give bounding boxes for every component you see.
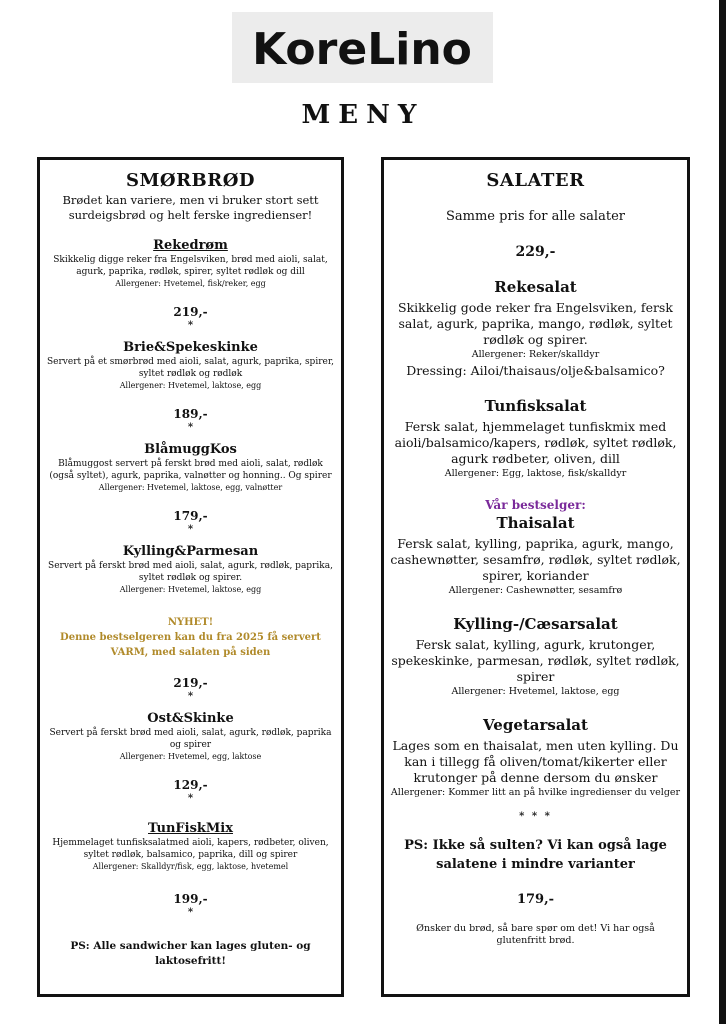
bestseller-badge: Vår bestselger: xyxy=(485,498,586,512)
salad-allergens: Allergener: Reker/skalldyr xyxy=(471,349,600,360)
menu-item-allergens: Allergener: Skalldyr/fisk, egg, laktose, hvetemel xyxy=(92,862,289,871)
divider-star: * xyxy=(187,793,194,804)
menu-item-price: 129,- xyxy=(173,778,208,792)
menu-item-price: 219,- xyxy=(173,305,208,319)
menu-item-allergens: Allergener: Hvetemel, fisk/reker, egg xyxy=(115,279,266,288)
menu-item-allergens: Allergener: Hvetemel, egg, laktose xyxy=(119,752,262,761)
menu-item-name: Brie&Spekeskinke xyxy=(123,340,258,355)
news-label: NYHET! xyxy=(167,617,214,628)
divider-star: * xyxy=(187,320,194,331)
menu-item-name: Ost&Skinke xyxy=(147,711,234,726)
salad-name: Rekesalat xyxy=(494,278,577,296)
ps-note: PS: Alle sandwicher kan lages gluten- og laktosefritt! xyxy=(70,940,311,967)
menu-item-desc: Blåmuggost servert på ferskt brød med aioli, salat, rødløk (også syltet), agurk, paprika, valnøtter og honning.. Og spirer xyxy=(49,459,332,481)
section-intro: Brødet kan variere, men vi bruker stort sett surdeigsbrød og helt ferske ingredienser! xyxy=(62,193,319,222)
salad-name: Kylling-/Cæsarsalat xyxy=(453,615,618,633)
menu-item-price: 199,- xyxy=(173,892,208,906)
logo xyxy=(232,12,493,83)
salad-desc: Lages som en thaisalat, men uten kylling. Du kan i tillegg få oliven/tomat/kikerter eller krutonger på denne dersom du ønsker xyxy=(392,738,679,785)
salad-allergens: Allergener: Hvetemel, laktose, egg xyxy=(451,686,620,697)
menu-item-desc: Servert på ferskt brød med aioli, salat, agurk, rødløk, paprika, syltet rødløk og spirer. xyxy=(48,561,333,583)
menu-item-price: 179,- xyxy=(173,509,208,523)
salad-dressing: Dressing: Ailoi/thaisaus/olje&balsamico? xyxy=(406,363,665,378)
menu-item-allergens: Allergener: Hvetemel, laktose, egg, valnøtter xyxy=(98,483,283,492)
menu-item-name: TunFiskMix xyxy=(148,821,233,836)
menu-item-price: 189,- xyxy=(173,407,208,421)
menu-item-name: BlåmuggKos xyxy=(144,442,237,457)
divider-star: * xyxy=(187,524,194,535)
section-title: SALATER xyxy=(486,170,585,191)
menu-item-desc: Hjemmelaget tunfisksalatmed aioli, kapers, rødbeter, oliven, syltet rødløk, balsamico, paprika, dill og spirer xyxy=(52,838,329,860)
divider-star: * xyxy=(187,422,194,433)
salad-name: Thaisalat xyxy=(496,514,575,532)
salad-allergens: Allergener: Cashewnøtter, sesamfrø xyxy=(448,585,623,596)
menu-item-desc: Servert på et smørbrød med aioli, salat, agurk, paprika, spirer, syltet rødløk og rødløk xyxy=(46,357,334,379)
page-title: MENY xyxy=(301,100,425,130)
menu-item-name: Rekedrøm xyxy=(153,238,228,253)
smorbrod-panel xyxy=(37,157,344,997)
menu-item-allergens: Allergener: Hvetemel, laktose, egg xyxy=(119,381,262,390)
salad-allergens: Allergener: Egg, laktose, fisk/skalldyr xyxy=(444,468,627,479)
bread-note: Ønsker du brød, så bare spør om det! Vi har også glutenfritt brød. xyxy=(416,923,655,946)
svg-text:KoreLino: KoreLino xyxy=(252,23,472,75)
ps-note: PS: Ikke så sulten? Vi kan også lage salatene i mindre varianter xyxy=(404,838,667,872)
salad-desc: Skikkelig gode reker fra Engelsviken, fersk salat, agurk, paprika, mango, rødløk, syltet rødløk og spirer. xyxy=(398,300,673,347)
news-text: Denne bestselgeren kan du fra 2025 få servert VARM, med salaten på siden xyxy=(60,632,321,658)
logo-wordmark xyxy=(240,18,485,78)
salad-name: Tunfisksalat xyxy=(484,397,587,415)
salad-name: Vegetarsalat xyxy=(483,716,588,734)
small-salad-price: 179,- xyxy=(516,892,555,907)
salad-allergens: Allergener: Kommer litt an på hvilke ingredienser du velger xyxy=(390,787,681,798)
salater-panel xyxy=(381,157,690,997)
menu-item-name: Kylling&Parmesan xyxy=(122,544,259,559)
section-intro: Samme pris for alle salater xyxy=(446,209,625,224)
divider-stars: * * * xyxy=(519,811,552,822)
page-edge-border xyxy=(719,0,726,1024)
salad-desc: Fersk salat, kylling, paprika, agurk, mango, cashewnøtter, sesamfrø, rødløk, syltet rødløk, spirer, koriander xyxy=(390,536,681,583)
menu-item-price: 219,- xyxy=(173,676,208,690)
menu-item-desc: Servert på ferskt brød med aioli, salat, agurk, rødløk, paprika og spirer xyxy=(49,728,332,750)
section-title: SMØRBRØD xyxy=(125,170,256,191)
menu-item-allergens: Allergener: Hvetemel, laktose, egg xyxy=(119,585,262,594)
salad-desc: Fersk salat, hjemmelaget tunfiskmix med aioli/balsamico/kapers, rødløk, syltet rødløk, agurk rødbeter, oliven, dill xyxy=(394,419,677,466)
divider-star: * xyxy=(187,691,194,702)
divider-star: * xyxy=(187,907,194,918)
salad-desc: Fersk salat, kylling, agurk, krutonger, spekeskinke, parmesan, rødløk, syltet rødløk, spirer xyxy=(391,637,680,684)
menu-item-desc: Skikkelig digge reker fra Engelsviken, brød med aioli, salat, agurk, paprika, rødløk, spirer, syltet rødløk og dill xyxy=(53,255,328,277)
salad-price: 229,- xyxy=(515,244,556,260)
